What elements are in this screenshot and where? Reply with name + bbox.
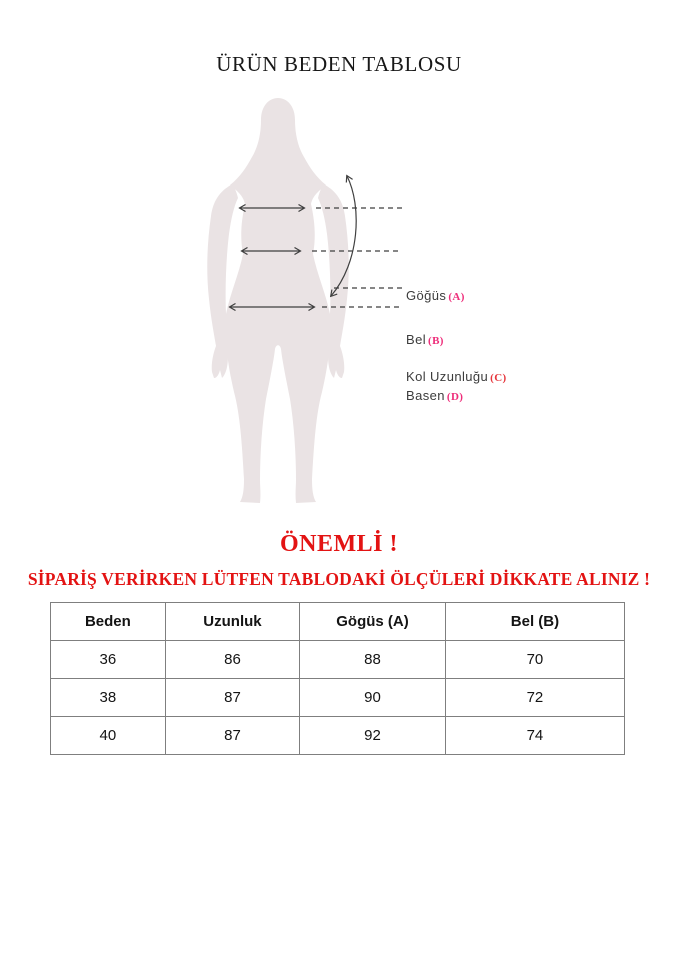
header-beden: Beden — [51, 603, 166, 641]
chest-label — [406, 288, 465, 305]
waist-label-text: Bel — [406, 332, 426, 347]
table-row — [51, 679, 625, 717]
arm-length-label — [406, 369, 507, 386]
important-heading: ÖNEMLİ ! — [280, 531, 398, 557]
page-title: ÜRÜN BEDEN TABLOSU — [216, 52, 462, 76]
size-table-header-row — [51, 603, 625, 641]
important-subheading: SİPARİŞ VERİRKEN LÜTFEN TABLODAKİ ÖLÇÜLERİ DİKKATE ALINIZ ! — [27, 569, 651, 589]
cell-beden: 36 — [51, 641, 166, 679]
hip-letter: (D) — [446, 391, 464, 403]
hip-label-text: Basen — [406, 388, 445, 403]
hip-label — [406, 388, 463, 405]
cell-beden: 40 — [51, 717, 166, 755]
waist-label — [406, 332, 444, 349]
table-row — [51, 717, 625, 755]
arm-length-label-text: Kol Uzunluğu — [406, 369, 489, 384]
size-diagram — [0, 88, 678, 518]
arm-length-letter: (C) — [490, 372, 507, 384]
body-silhouette-figure — [190, 90, 420, 515]
silhouette-body — [225, 98, 330, 503]
size-table — [50, 602, 625, 755]
cell-bel: 74 — [445, 717, 624, 755]
header-uzunluk: Uzunluk — [165, 603, 299, 641]
cell-uzunluk: 87 — [165, 679, 299, 717]
header-bel: Bel (B) — [445, 603, 624, 641]
header-gogus: Gögüs (A) — [300, 603, 446, 641]
cell-uzunluk: 87 — [165, 717, 299, 755]
cell-gogus: 92 — [300, 717, 446, 755]
cell-gogus: 90 — [300, 679, 446, 717]
waist-letter: (B) — [428, 335, 444, 347]
cell-uzunluk: 86 — [165, 641, 299, 679]
cell-bel: 70 — [445, 641, 624, 679]
cell-bel: 72 — [445, 679, 624, 717]
cell-gogus: 88 — [300, 641, 446, 679]
chest-letter: (A) — [448, 291, 465, 303]
chest-label-text: Göğüs — [406, 288, 447, 303]
table-row — [51, 641, 625, 679]
cell-beden: 38 — [51, 679, 166, 717]
